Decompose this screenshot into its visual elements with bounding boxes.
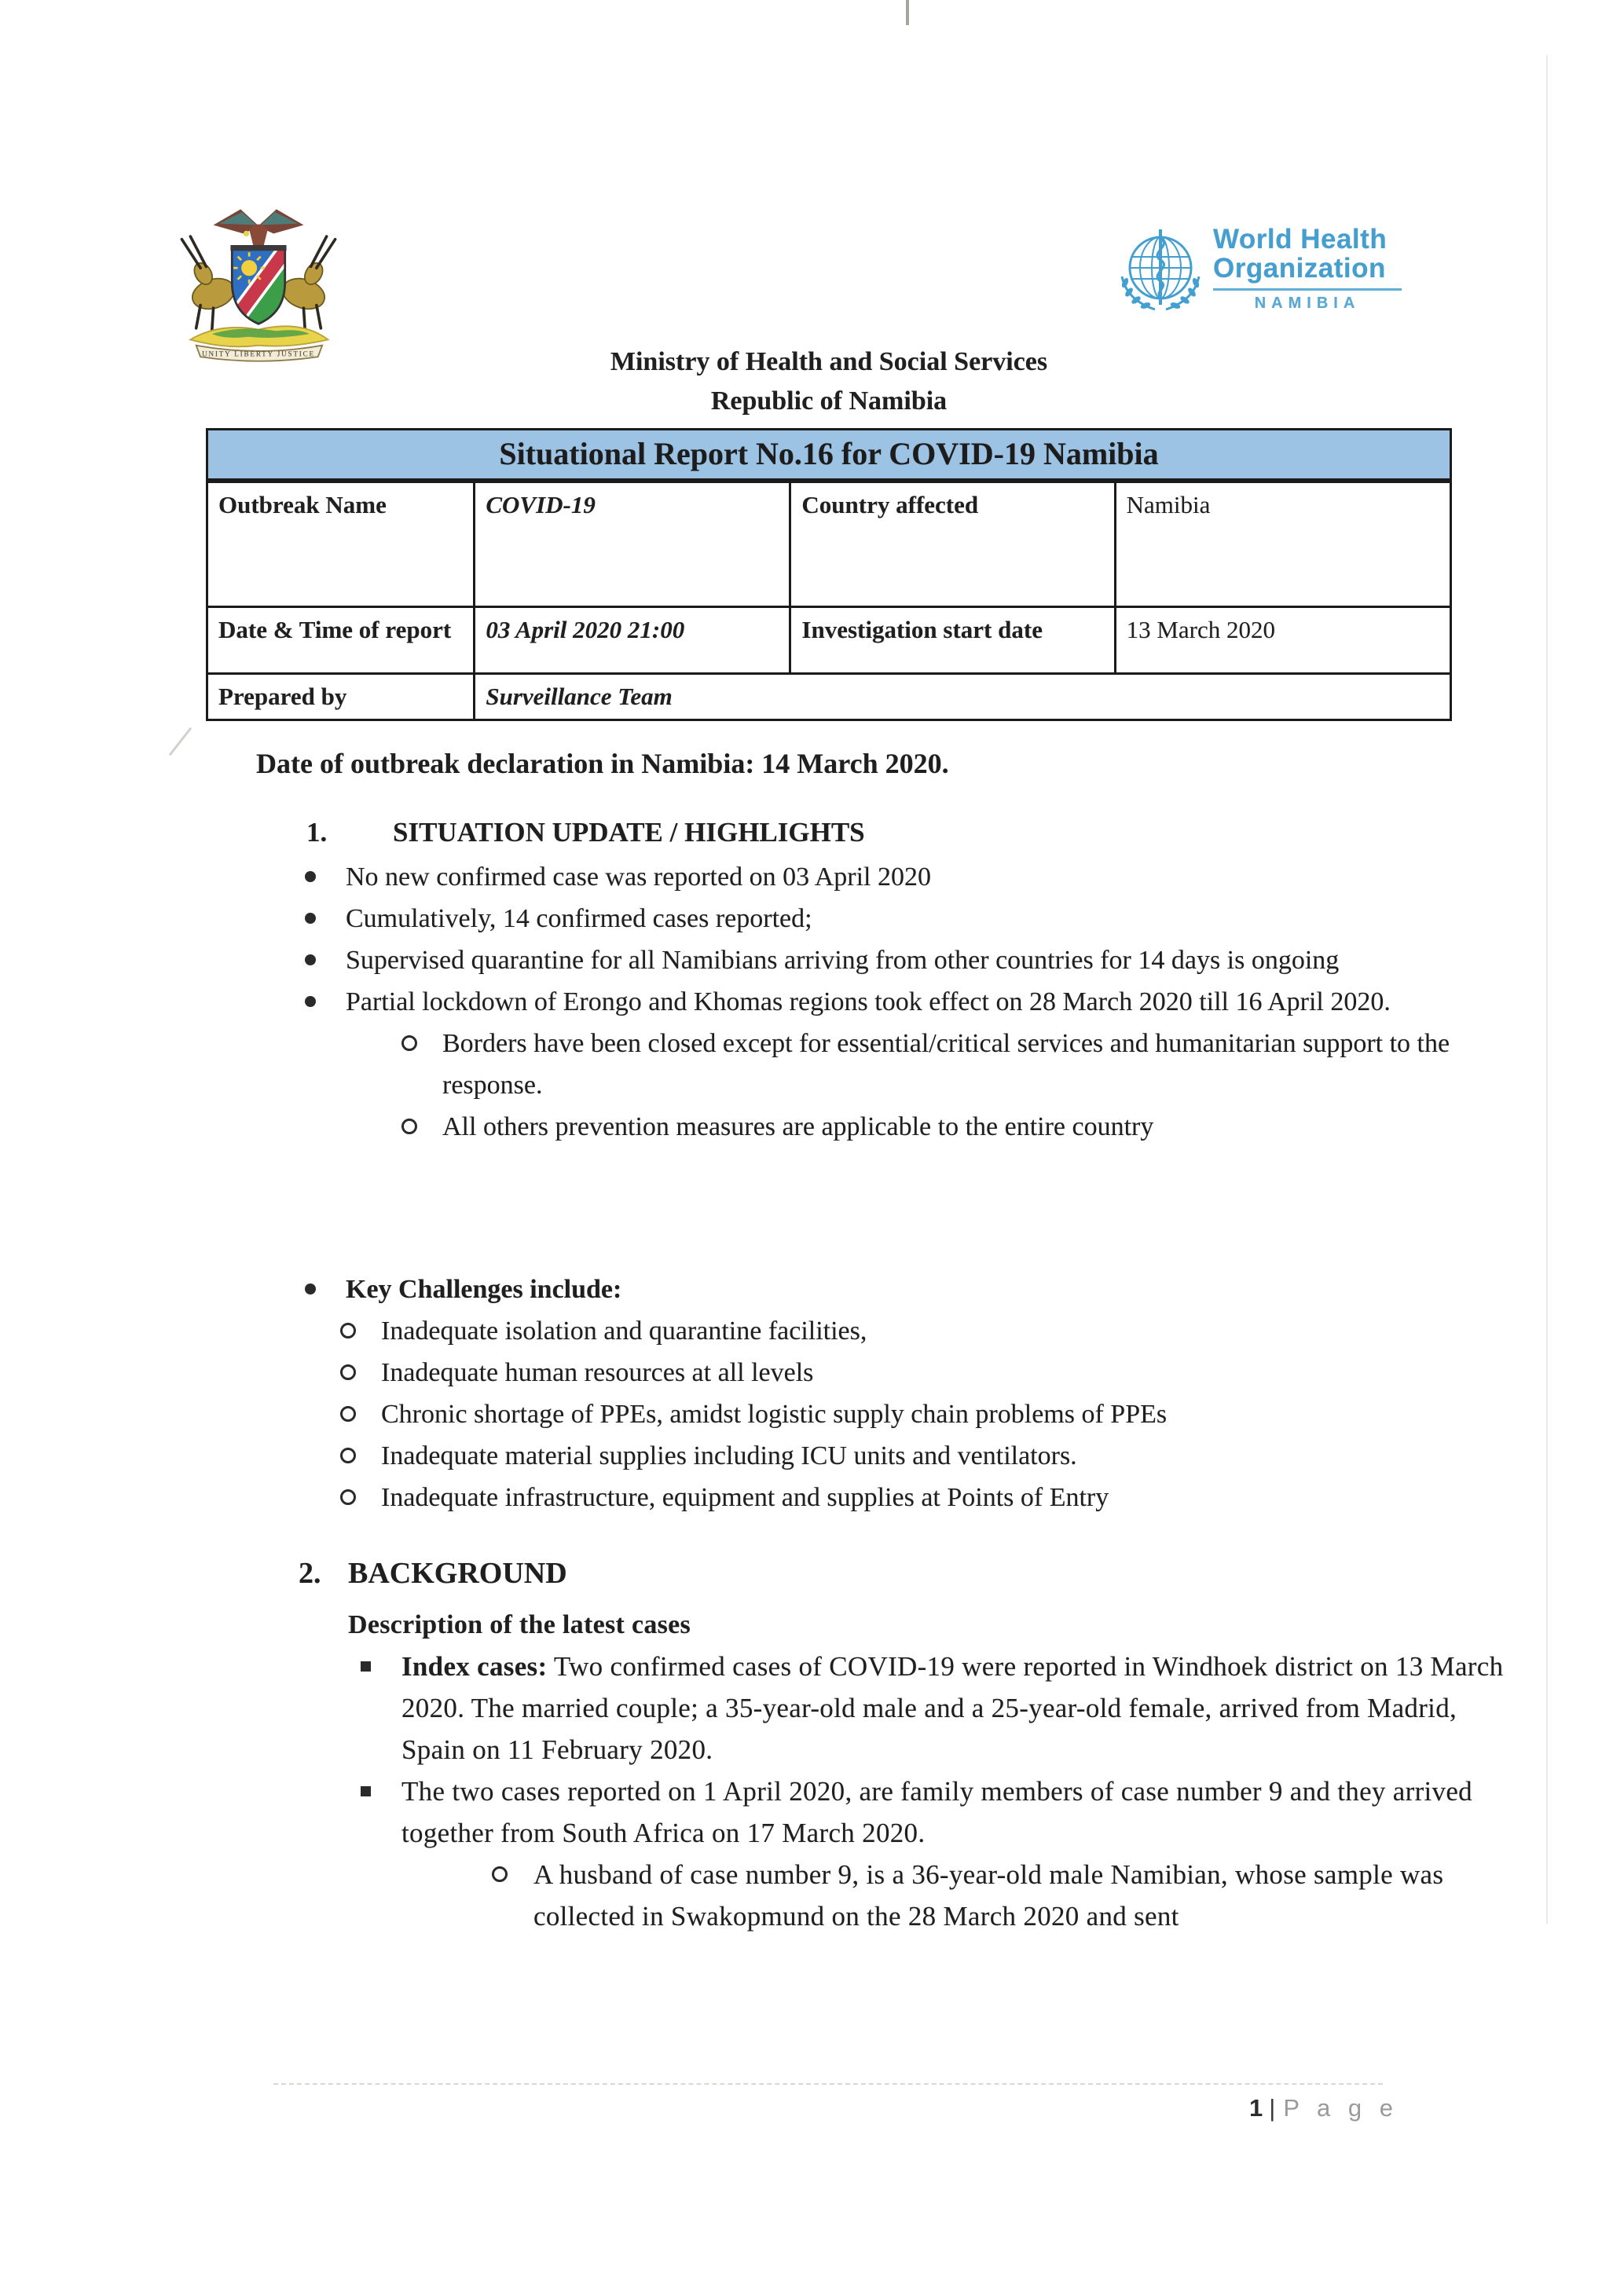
key-challenges-header (303, 1269, 1458, 1310)
highlights-list (303, 856, 1450, 1148)
who-wordmark-line1: World Health (1213, 224, 1388, 255)
husband-sub-text: A husband of case number 9, is a 36-year-old male Namibian, whose sample was collected in Swakopmund on the 28 March 2020 and sent (533, 1859, 1444, 1932)
section2-title: BACKGROUND (348, 1557, 567, 1590)
date-time-value: 03 April 2020 21:00 (475, 607, 790, 674)
bullet-circle-icon (492, 1866, 508, 1882)
key-challenge-item (303, 1352, 1458, 1393)
highlight-item (303, 981, 1450, 1023)
scan-artifact-right-edge (1546, 55, 1548, 1924)
outbreak-declaration-line: Date of outbreak declaration in Namibia: 14 March 2020. (256, 748, 949, 779)
index-cases-item (299, 1646, 1505, 1771)
bullet-dot-icon (305, 1283, 316, 1294)
coat-motto-text: UNITY LIBERTY JUSTICE (202, 350, 315, 358)
key-challenge-text: Inadequate isolation and quarantine facilities, (381, 1316, 867, 1346)
namibia-coat-of-arms-icon (169, 201, 348, 362)
key-challenge-item (303, 1477, 1458, 1518)
second-case-item (299, 1771, 1505, 1854)
bullet-circle-icon (340, 1323, 356, 1338)
key-challenge-text: Inadequate human resources at all levels (381, 1358, 814, 1387)
table-row (207, 482, 1451, 607)
bullet-circle-icon (340, 1364, 356, 1380)
report-info-table (206, 481, 1452, 721)
bullet-circle-icon (340, 1406, 356, 1422)
outbreak-name-value: COVID-19 (475, 482, 790, 607)
outbreak-name-label: Outbreak Name (207, 482, 475, 607)
lockdown-sub-item (303, 1106, 1450, 1148)
lockdown-sub-text: All others prevention measures are applicable to the entire country (442, 1112, 1154, 1141)
scan-artifact-squiggle (169, 727, 192, 756)
key-challenge-item (303, 1435, 1458, 1477)
page-number: 1 (1249, 2094, 1263, 2122)
key-challenge-text: Inadequate infrastructure, equipment and supplies at Points of Entry (381, 1483, 1109, 1512)
highlight-text: Supervised quarantine for all Namibians arriving from other countries for 14 days is ongoing (346, 946, 1340, 975)
country-affected-label: Country affected (790, 482, 1115, 607)
husband-sub-item (299, 1854, 1505, 1937)
bullet-circle-icon (401, 1119, 417, 1134)
prepared-by-label: Prepared by (207, 674, 475, 720)
investigation-start-value: 13 March 2020 (1115, 607, 1450, 674)
section2-number: 2. (299, 1557, 321, 1590)
highlight-item (303, 898, 1450, 939)
ministry-line1: Ministry of Health and Social Services (610, 347, 1048, 376)
prepared-by-value: Surveillance Team (475, 674, 1451, 720)
highlight-text: Partial lockdown of Erongo and Khomas regions took effect on 28 March 2020 till 16 April 2020. (346, 987, 1391, 1016)
footer-separator: | (1269, 2094, 1276, 2122)
section1-number: 1. (306, 817, 328, 848)
ministry-line2: Republic of Namibia (710, 386, 948, 416)
key-challenge-item (303, 1310, 1458, 1352)
highlight-text: Cumulatively, 14 confirmed cases reported; (346, 904, 812, 933)
bullet-dot-icon (305, 954, 316, 965)
date-time-label: Date & Time of report (207, 607, 475, 674)
bullet-dot-icon (305, 996, 316, 1007)
lockdown-sub-item (303, 1023, 1450, 1106)
bullet-dot-icon (305, 913, 316, 924)
country-affected-value: Namibia (1115, 482, 1450, 607)
ministry-heading (206, 342, 1452, 421)
report-banner-title: Situational Report No.16 for COVID-19 Namibia (206, 428, 1452, 481)
key-challenge-text: Inadequate material supplies including ICU units and ventilators. (381, 1441, 1077, 1470)
key-challenge-item (303, 1393, 1458, 1435)
second-case-text: The two cases reported on 1 April 2020, are family members of case number 9 and they arrived together from South Africa on 17 March 2020. (401, 1776, 1472, 1848)
bullet-square-icon (361, 1661, 371, 1672)
highlight-text: No new confirmed case was reported on 03 April 2020 (346, 862, 931, 892)
bullet-circle-icon (401, 1035, 417, 1051)
bullet-dot-icon (305, 871, 316, 882)
page-label: P a g e (1283, 2094, 1399, 2122)
report-header-block (206, 428, 1452, 721)
section1-title: SITUATION UPDATE / HIGHLIGHTS (393, 817, 865, 848)
table-row (207, 607, 1451, 674)
section2-block (299, 1553, 1505, 1937)
table-row (207, 674, 1451, 720)
footer-rule (273, 2083, 1383, 2085)
bullet-circle-icon (340, 1448, 356, 1463)
who-emblem-icon (1114, 225, 1207, 317)
highlight-item (303, 939, 1450, 981)
highlight-item (303, 856, 1450, 898)
scan-artifact-top (906, 0, 909, 25)
index-cases-text: Two confirmed cases of COVID-19 were reported in Windhoek district on 13 March 2020. The married couple; a 35-year-old male and a 25-year-old female, arrived from Madrid, Spain on 11 February 2020. (401, 1651, 1504, 1765)
section2-heading (299, 1553, 1505, 1595)
who-divider-rule (1213, 288, 1402, 291)
key-challenges-label: Key Challenges include: (346, 1275, 622, 1304)
index-cases-label: Index cases: (401, 1651, 548, 1682)
section1-heading (306, 817, 865, 848)
bullet-square-icon (361, 1786, 371, 1796)
key-challenge-text: Chronic shortage of PPEs, amidst logistic supply chain problems of PPEs (381, 1400, 1168, 1429)
bullet-circle-icon (340, 1489, 356, 1505)
who-country-label: NAMIBIA (1254, 295, 1361, 312)
lockdown-sub-text: Borders have been closed except for essential/critical services and humanitarian support to the response. (442, 1029, 1450, 1100)
key-challenges-block (303, 1269, 1458, 1518)
investigation-start-label: Investigation start date (790, 607, 1115, 674)
page-footer (1163, 2094, 1399, 2122)
description-subtitle: Description of the latest cases (348, 1610, 691, 1639)
who-logo (1114, 225, 1413, 317)
who-wordmark-line2: Organization (1213, 253, 1386, 284)
